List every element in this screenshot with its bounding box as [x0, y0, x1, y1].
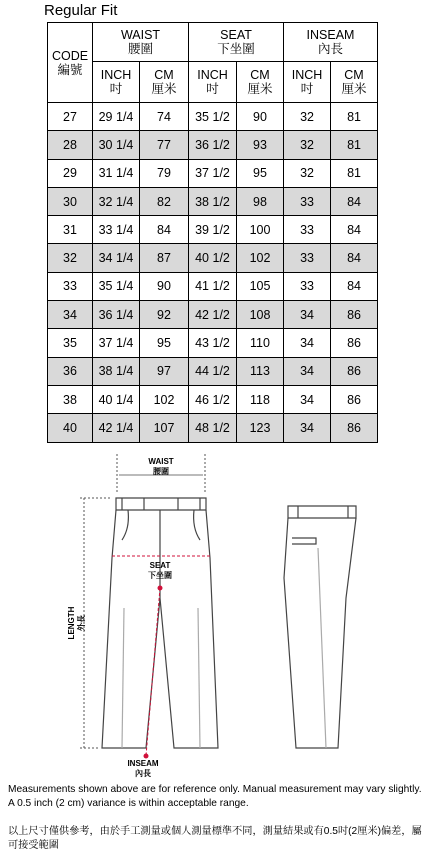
- size-chart-table: [47, 22, 378, 443]
- unit-inch-label-zh: 吋: [109, 82, 123, 96]
- cell-code: 38: [48, 385, 93, 413]
- cell-seat-cm: 105: [237, 272, 284, 300]
- cell-seat-in: 35 1/2: [189, 103, 237, 131]
- table-row: [48, 272, 378, 300]
- waist-diagram-label: WAIST: [148, 457, 174, 466]
- cell-inseam-in: 33: [284, 244, 331, 272]
- cell-inseam-in: 32: [284, 131, 331, 159]
- cell-waist-in: 40 1/4: [93, 385, 140, 413]
- cell-inseam-in: 32: [284, 103, 331, 131]
- cell-inseam-in: 33: [284, 187, 331, 215]
- cell-seat-in: 41 1/2: [189, 272, 237, 300]
- pants-measurement-diagram: [0, 448, 427, 778]
- table-row: [48, 329, 378, 357]
- cell-seat-cm: 108: [237, 301, 284, 329]
- inseam-diagram-label-zh: 內長: [135, 769, 151, 778]
- cell-code: 34: [48, 301, 93, 329]
- waist-header-label: WAIST: [120, 28, 161, 42]
- cell-seat-in: 40 1/2: [189, 244, 237, 272]
- unit-inch-header: [284, 62, 331, 103]
- cell-inseam-cm: 86: [331, 301, 378, 329]
- cell-inseam-cm: 84: [331, 244, 378, 272]
- cell-seat-cm: 123: [237, 414, 284, 442]
- unit-inch-header: [189, 62, 237, 103]
- code-header-label-zh: 編號: [57, 62, 83, 77]
- table-row: [48, 385, 378, 413]
- cell-inseam-in: 33: [284, 216, 331, 244]
- cell-waist-cm: 90: [140, 272, 189, 300]
- table-row: [48, 131, 378, 159]
- inseam-diagram-label: INSEAM: [127, 759, 159, 768]
- cell-waist-in: 29 1/4: [93, 103, 140, 131]
- code-header-label: CODE: [51, 48, 89, 63]
- cell-waist-in: 32 1/4: [93, 187, 140, 215]
- unit-cm-label-zh: 厘米: [151, 82, 177, 96]
- cell-inseam-cm: 81: [331, 131, 378, 159]
- inseam-top-marker: [158, 586, 163, 591]
- cell-waist-in: 36 1/4: [93, 301, 140, 329]
- cell-seat-in: 44 1/2: [189, 357, 237, 385]
- waist-group-header: [93, 23, 189, 62]
- inseam-header-label: INSEAM: [306, 28, 355, 42]
- cell-inseam-cm: 86: [331, 414, 378, 442]
- unit-cm-label-zh: 厘米: [341, 82, 367, 96]
- cell-waist-cm: 97: [140, 357, 189, 385]
- cell-inseam-in: 32: [284, 159, 331, 187]
- cell-seat-cm: 113: [237, 357, 284, 385]
- unit-cm-label-zh: 厘米: [247, 82, 273, 96]
- waist-diagram-label-zh: 腰圍: [153, 467, 169, 476]
- cell-inseam-in: 34: [284, 301, 331, 329]
- cell-waist-cm: 79: [140, 159, 189, 187]
- cell-waist-in: 30 1/4: [93, 131, 140, 159]
- cell-seat-cm: 98: [237, 187, 284, 215]
- length-diagram-label-zh: 外長: [77, 615, 86, 631]
- unit-cm-header: [331, 62, 378, 103]
- cell-waist-in: 34 1/4: [93, 244, 140, 272]
- table-row: [48, 357, 378, 385]
- seat-header-label-zh: 下坐圍: [217, 42, 255, 56]
- cell-seat-cm: 95: [237, 159, 284, 187]
- cell-inseam-in: 34: [284, 329, 331, 357]
- cell-inseam-in: 34: [284, 414, 331, 442]
- unit-inch-label-zh: 吋: [300, 82, 314, 96]
- unit-cm-header: [237, 62, 284, 103]
- cell-seat-in: 42 1/2: [189, 301, 237, 329]
- code-header: [48, 23, 93, 103]
- cell-seat-in: 36 1/2: [189, 131, 237, 159]
- unit-inch-label: INCH: [100, 68, 132, 82]
- unit-cm-header: [140, 62, 189, 103]
- cell-code: 36: [48, 357, 93, 385]
- cell-waist-cm: 77: [140, 131, 189, 159]
- cell-code: 31: [48, 216, 93, 244]
- cell-seat-cm: 100: [237, 216, 284, 244]
- cell-code: 32: [48, 244, 93, 272]
- cell-seat-in: 46 1/2: [189, 385, 237, 413]
- cell-code: 29: [48, 159, 93, 187]
- cell-waist-in: 31 1/4: [93, 159, 140, 187]
- seat-diagram-label-zh: 下坐圍: [148, 571, 172, 580]
- cell-waist-cm: 102: [140, 385, 189, 413]
- cell-code: 30: [48, 187, 93, 215]
- table-row: [48, 244, 378, 272]
- cell-code: 27: [48, 103, 93, 131]
- table-row: [48, 414, 378, 442]
- cell-waist-in: 38 1/4: [93, 357, 140, 385]
- cell-seat-in: 48 1/2: [189, 414, 237, 442]
- cell-waist-cm: 74: [140, 103, 189, 131]
- cell-inseam-cm: 86: [331, 329, 378, 357]
- table-row: [48, 301, 378, 329]
- cell-inseam-cm: 81: [331, 103, 378, 131]
- unit-cm-label: CM: [154, 68, 174, 82]
- cell-seat-cm: 90: [237, 103, 284, 131]
- cell-inseam-cm: 86: [331, 385, 378, 413]
- cell-code: 35: [48, 329, 93, 357]
- front-pants-outline: [102, 498, 218, 748]
- cell-code: 33: [48, 272, 93, 300]
- seat-header-label: SEAT: [220, 28, 252, 42]
- cell-waist-cm: 82: [140, 187, 189, 215]
- cell-inseam-cm: 81: [331, 159, 378, 187]
- cell-code: 40: [48, 414, 93, 442]
- cell-inseam-cm: 86: [331, 357, 378, 385]
- seat-diagram-label: SEAT: [149, 561, 171, 570]
- waist-header-label-zh: 腰圍: [127, 42, 153, 56]
- unit-inch-header: [93, 62, 140, 103]
- cell-inseam-in: 33: [284, 272, 331, 300]
- unit-cm-label: CM: [344, 68, 364, 82]
- cell-waist-cm: 92: [140, 301, 189, 329]
- table-row: [48, 159, 378, 187]
- cell-seat-cm: 110: [237, 329, 284, 357]
- cell-seat-cm: 118: [237, 385, 284, 413]
- table-row: [48, 216, 378, 244]
- cell-code: 28: [48, 131, 93, 159]
- note-english: Measurements shown above are for reference only. Manual measurement may vary slightly. A 0.5 inch (2 cm) variance is within acceptable range.: [8, 784, 422, 809]
- cell-waist-in: 42 1/4: [93, 414, 140, 442]
- cell-inseam-in: 34: [284, 357, 331, 385]
- cell-inseam-cm: 84: [331, 216, 378, 244]
- cell-waist-in: 35 1/4: [93, 272, 140, 300]
- cell-inseam-cm: 84: [331, 187, 378, 215]
- unit-inch-label-zh: 吋: [206, 82, 219, 96]
- inseam-bottom-marker: [144, 754, 149, 759]
- cell-seat-in: 39 1/2: [189, 216, 237, 244]
- cell-waist-cm: 107: [140, 414, 189, 442]
- cell-waist-in: 37 1/4: [93, 329, 140, 357]
- cell-seat-in: 43 1/2: [189, 329, 237, 357]
- page-title: Regular Fit: [44, 2, 118, 19]
- cell-waist-cm: 84: [140, 216, 189, 244]
- unit-inch-label: INCH: [197, 68, 228, 82]
- cell-waist-cm: 87: [140, 244, 189, 272]
- cell-seat-in: 37 1/2: [189, 159, 237, 187]
- cell-waist-in: 33 1/4: [93, 216, 140, 244]
- inseam-group-header: [284, 23, 378, 62]
- unit-cm-label: CM: [250, 68, 270, 82]
- side-pants-outline: [284, 506, 356, 748]
- cell-waist-cm: 95: [140, 329, 189, 357]
- cell-seat-cm: 93: [237, 131, 284, 159]
- table-row: [48, 187, 378, 215]
- cell-inseam-cm: 84: [331, 272, 378, 300]
- note-chinese: 以上尺寸僅供參考，由於手工測量或個人測量標準不同，測量結果或有0.5吋(2厘米)偏差，屬可接受範圍: [8, 826, 422, 851]
- cell-seat-cm: 102: [237, 244, 284, 272]
- unit-inch-label: INCH: [291, 68, 323, 82]
- table-row: [48, 103, 378, 131]
- seat-group-header: [189, 23, 284, 62]
- cell-inseam-in: 34: [284, 385, 331, 413]
- length-diagram-label: LENGTH: [67, 606, 76, 640]
- cell-seat-in: 38 1/2: [189, 187, 237, 215]
- inseam-header-label-zh: 內長: [318, 42, 344, 56]
